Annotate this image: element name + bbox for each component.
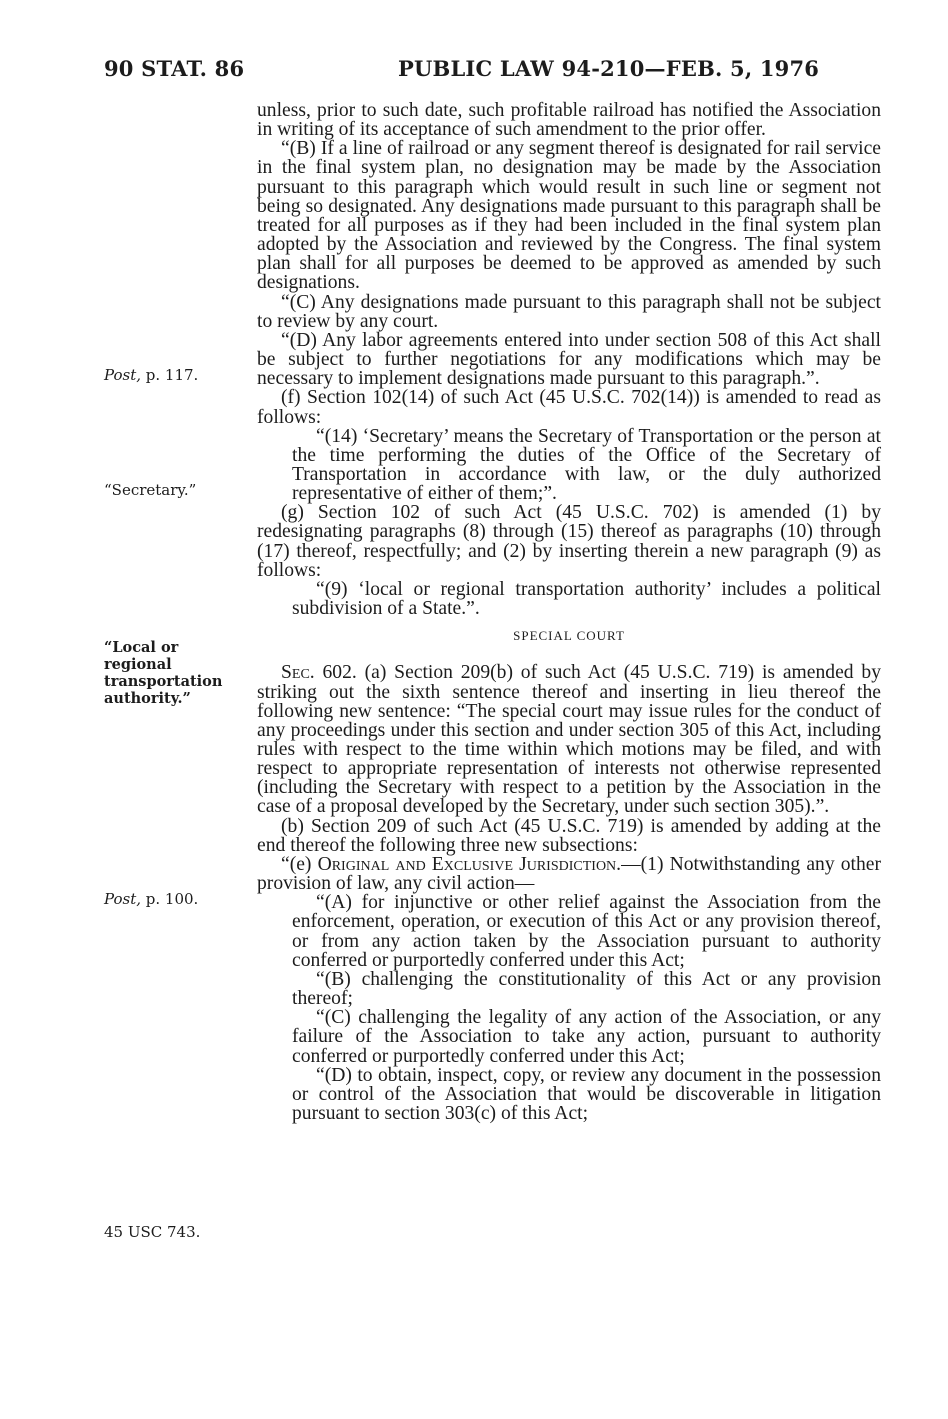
margin-note-post-100: Post, p. 100. <box>104 890 199 908</box>
margin-note-45-usc-743: 45 USC 743. <box>104 1223 201 1241</box>
page-running-header: PUBLIC LAW 94-210—FEB. 5, 1976 <box>398 56 820 81</box>
paragraph: “(9) ‘local or regional transportation authority’ includes a political subdivision of a State.”. <box>292 578 881 620</box>
paragraph: “(B) challenging the constitutionality of this Act or any provision thereof; <box>292 968 881 1010</box>
margin-note-local-authority: “Local or regional transportation authority.” <box>104 639 223 707</box>
paragraph: “(C) challenging the legality of any action of the Association, or any failure of the Association to take any action, pursuant to authority conferred or purportedly conferred under this Act; <box>292 1007 881 1067</box>
paragraph: “(e) Original and Exclusive Jurisdiction.—(1) Notwithstanding any other provision of law, any civil action— <box>257 853 881 895</box>
paragraph: (f) Section 102(14) of such Act (45 U.S.C. 702(14)) is amended to read as follows: <box>257 387 881 428</box>
paragraph: “(D) to obtain, inspect, copy, or review any document in the possession or control of the Association that would be discoverable in litigation pursuant to section 303(c) of this Act; <box>292 1064 881 1124</box>
margin-note-secretary: “Secretary.” <box>104 481 197 499</box>
paragraph: “(A) for injunctive or other relief against the Association from the enforcement, operation, or execution of this Act or any provision thereof, or from any action taken by the Association pursuant to authority conferred or purportedly conferred under this Act; <box>292 892 881 971</box>
section-heading: SPECIAL COURT <box>513 628 625 644</box>
paragraph: “(C) Any designations made pursuant to this paragraph shall not be subject to review by any court. <box>257 291 881 332</box>
paragraph: “(14) ‘Secretary’ means the Secretary of Transportation or the person at the time performing the duties of the Office of the Secretary of Transportation in accordance with law, or the duly authorized representative of either of them;”. <box>292 425 881 505</box>
paragraph: “(D) Any labor agreements entered into under section 508 of this Act shall be subject to further negotiations for any modifications which may be necessary to implement designations made pursuant to this paragraph.”. <box>257 329 881 390</box>
statute-body <box>257 101 881 1123</box>
paragraph: “(B) If a line of railroad or any segment thereof is designated for rail service in the final system plan, no designation may be made by the Association pursuant to this paragraph which would result in such line or segment not being so designated. Any designations made pursuant to this paragraph shall be treated for all purposes as if they had been included in the final system plan adopted by the Association and reviewed by the Congress. The final system plan shall for all purposes be deemed to be approved as amended by such designations. <box>257 138 881 294</box>
paragraph: Sec. 602. (a) Section 209(b) of such Act (45 U.S.C. 719) is amended by striking out the sixth sentence thereof and inserting in lieu thereof the following new sentence: “The special court may issue rules for the conduct of any proceedings under this section and under section 305 of this Act, including rules with respect to the time within which motions may be filed, and with respect to appropriate representation of interests not otherwise represented (including the Secretary with respect to a petition by the Association in the case of a proposal developed by the Secretary, under such section 305).”. <box>257 662 881 818</box>
paragraph: (g) Section 102 of such Act (45 U.S.C. 702) is amended (1) by redesignating paragraphs (8) through (15) thereof as paragraphs (10) through (17) thereof, respectfully; and (2) by inserting therein a new paragraph (9) as follows: <box>257 502 881 581</box>
margin-note-post-117: Post, p. 117. <box>104 366 199 384</box>
paragraph: unless, prior to such date, such profitable railroad has notified the Association in writing of its acceptance of such amendment to the prior offer. <box>257 100 881 141</box>
page-stat-number: 90 STAT. 86 <box>104 56 245 81</box>
paragraph: (b) Section 209 of such Act (45 U.S.C. 719) is amended by adding at the end thereof the following three new subsections: <box>257 815 881 856</box>
